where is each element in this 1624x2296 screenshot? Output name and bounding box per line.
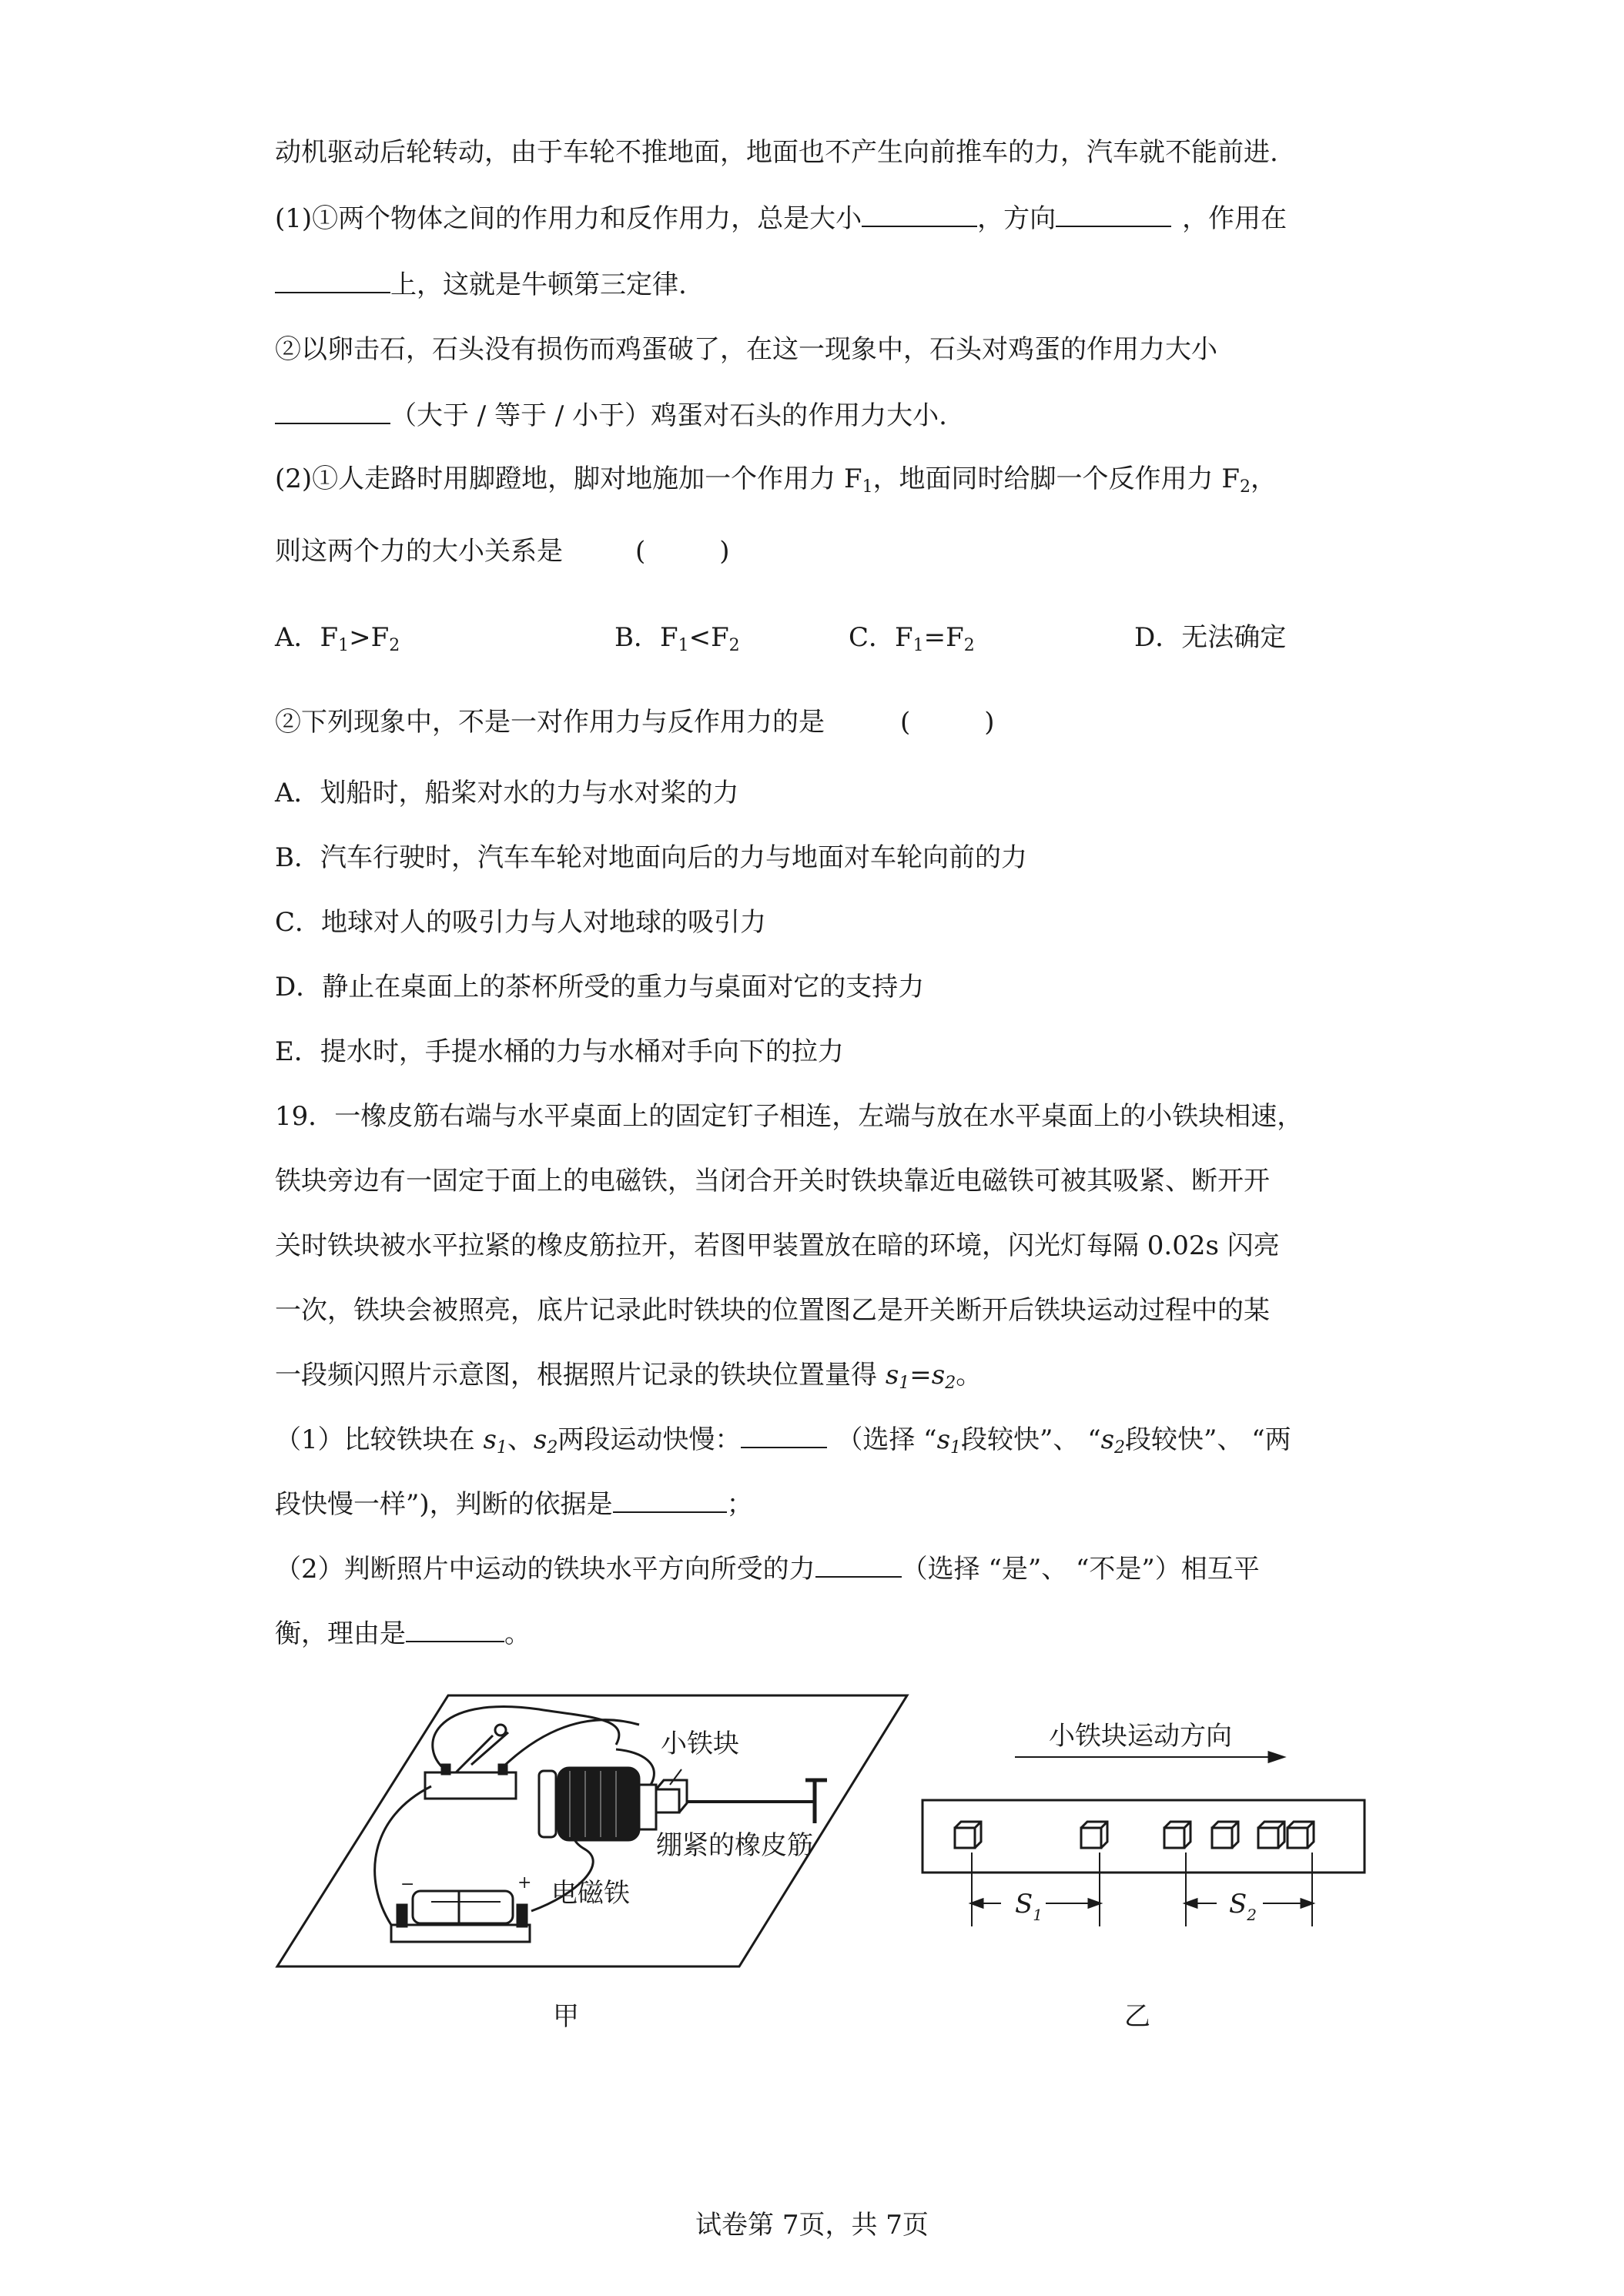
option-d[interactable]: D．无法确定 [1134, 622, 1287, 653]
label-s1: $S_1$ [1015, 1889, 1043, 1924]
minus-sign: − [400, 1875, 415, 1894]
wire [502, 1720, 639, 1768]
switch-knob [495, 1725, 506, 1735]
q19-line1: 19．一橡皮筋右端与水平桌面上的固定钉子相连，左端与放在水平桌面上的小铁块相速， [275, 1101, 1304, 1132]
caption-yi: 乙 [1124, 2001, 1150, 2032]
battery [413, 1891, 513, 1923]
page-footer: 试卷第 7页，共 7页 [695, 2210, 929, 2241]
block-snapshot [1287, 1822, 1314, 1848]
dim-arrow [1089, 1899, 1100, 1907]
battery-holder [391, 1925, 530, 1942]
q18-part2-line1: (2)①人走路时用脚蹬地，脚对地施加一个作用力 $F_1$，地面同时给脚一个反作用力 $F_2$， [275, 464, 1277, 497]
q18-part1-line1: (1)①两个物体之间的作用力和反作用力，总是大小 ，方向 ，作用在 [275, 203, 1287, 234]
q18-part2-question2: ②下列现象中，不是一对作用力与反作用力的是 ( ) [275, 707, 995, 738]
label-rubber-band: 绷紧的橡皮筋 [656, 1830, 813, 1861]
dim-arrow [1186, 1899, 1197, 1907]
intro-line: 动机驱动后轮转动，由于车轮不推地面，地面也不产生向前推车的力，汽车就不能前进. [275, 137, 1278, 168]
q19-sub2-line2: 衡，理由是 。 [275, 1618, 531, 1649]
wire [433, 1706, 619, 1771]
figure-yi [922, 1752, 1364, 1926]
battery-terminal [397, 1905, 407, 1926]
q19-line2: 铁块旁边有一固定于面上的电磁铁，当闭合开关时铁块靠近电磁铁可被其吸紧、断开开 [275, 1166, 1270, 1197]
option-c[interactable]: C．$F_1=F_2$ [849, 622, 975, 655]
switch-lever [456, 1735, 493, 1772]
q19-sub2-line1: （2）判断照片中运动的铁块水平方向所受的力 （选择 “是”、 “不是”）相互平 [275, 1554, 1260, 1585]
block-snapshot [1081, 1822, 1107, 1848]
electromagnet-end [639, 1785, 656, 1829]
caption-jia: 甲 [553, 2001, 579, 2032]
choice-c[interactable]: C．地球对人的吸引力与人对地球的吸引力 [275, 907, 767, 938]
option-a[interactable]: A．$F_1>F_2$ [275, 622, 400, 655]
label-s2: $S_2$ [1229, 1889, 1257, 1924]
battery-terminal [517, 1905, 527, 1926]
dim-arrow [1301, 1899, 1312, 1907]
block-snapshot [955, 1822, 981, 1848]
q19-line4: 一次，铁块会被照亮，底片记录此时铁块的位置图乙是开关断开后铁块运动过程中的某 [275, 1295, 1270, 1326]
choice-d[interactable]: D．静止在桌面上的茶杯所受的重力与桌面对它的支持力 [275, 972, 925, 1002]
choice-a[interactable]: A．划船时，船桨对水的力与水对桨的力 [275, 778, 739, 808]
block-positions [955, 1822, 1314, 1848]
label-iron-block: 小铁块 [661, 1729, 739, 1759]
switch-base [425, 1772, 516, 1799]
label-motion-direction: 小铁块运动方向 [1049, 1721, 1232, 1752]
label-electromagnet: 电磁铁 [551, 1878, 630, 1909]
arrow-head [1269, 1752, 1283, 1762]
q19-line5: 一段频闪照片示意图，根据照片记录的铁块位置量得 $s_1=s_2$。 [275, 1360, 983, 1393]
electromagnet-core [539, 1771, 556, 1837]
dim-arrow [972, 1899, 983, 1907]
q19-sub1-line1: （1）比较铁块在 $s_1$、$s_2$两段运动快慢： （选择 “$s_1$段较快”、 “$s_2$段较快”、 “两 [275, 1424, 1291, 1458]
q18-part2-line2: 则这两个力的大小关系是 ( ) [275, 536, 730, 567]
leader-line [670, 1769, 681, 1785]
q18-part1-line2: 上，这就是牛顿第三定律. [275, 268, 687, 302]
q19-line3: 关时铁块被水平拉紧的橡皮筋拉开，若图甲装置放在暗的环境，闪光灯每隔 0.02s 闪亮 [275, 1230, 1280, 1261]
block-snapshot [1212, 1822, 1238, 1848]
block-snapshot [1258, 1822, 1284, 1848]
q19-sub1-line2: 段快慢一样”)，判断的依据是 ； [275, 1489, 753, 1520]
q18-part1-line4: （大于 / 等于 / 小于）鸡蛋对石头的作用力大小. [275, 399, 947, 433]
option-b[interactable]: B．$F_1<F_2$ [614, 622, 740, 655]
plus-sign: + [517, 1873, 532, 1893]
choice-b[interactable]: B．汽车行驶时，汽车车轮对地面向后的力与地面对车轮向前的力 [275, 842, 1027, 873]
iron-block [656, 1789, 679, 1812]
q18-part1-line3: ②以卵击石，石头没有损伤而鸡蛋破了，在这一现象中，石头对鸡蛋的作用力大小 [275, 334, 1217, 365]
block-snapshot [1164, 1822, 1190, 1848]
choice-e[interactable]: E．提水时，手提水桶的力与水桶对手向下的拉力 [275, 1036, 844, 1067]
